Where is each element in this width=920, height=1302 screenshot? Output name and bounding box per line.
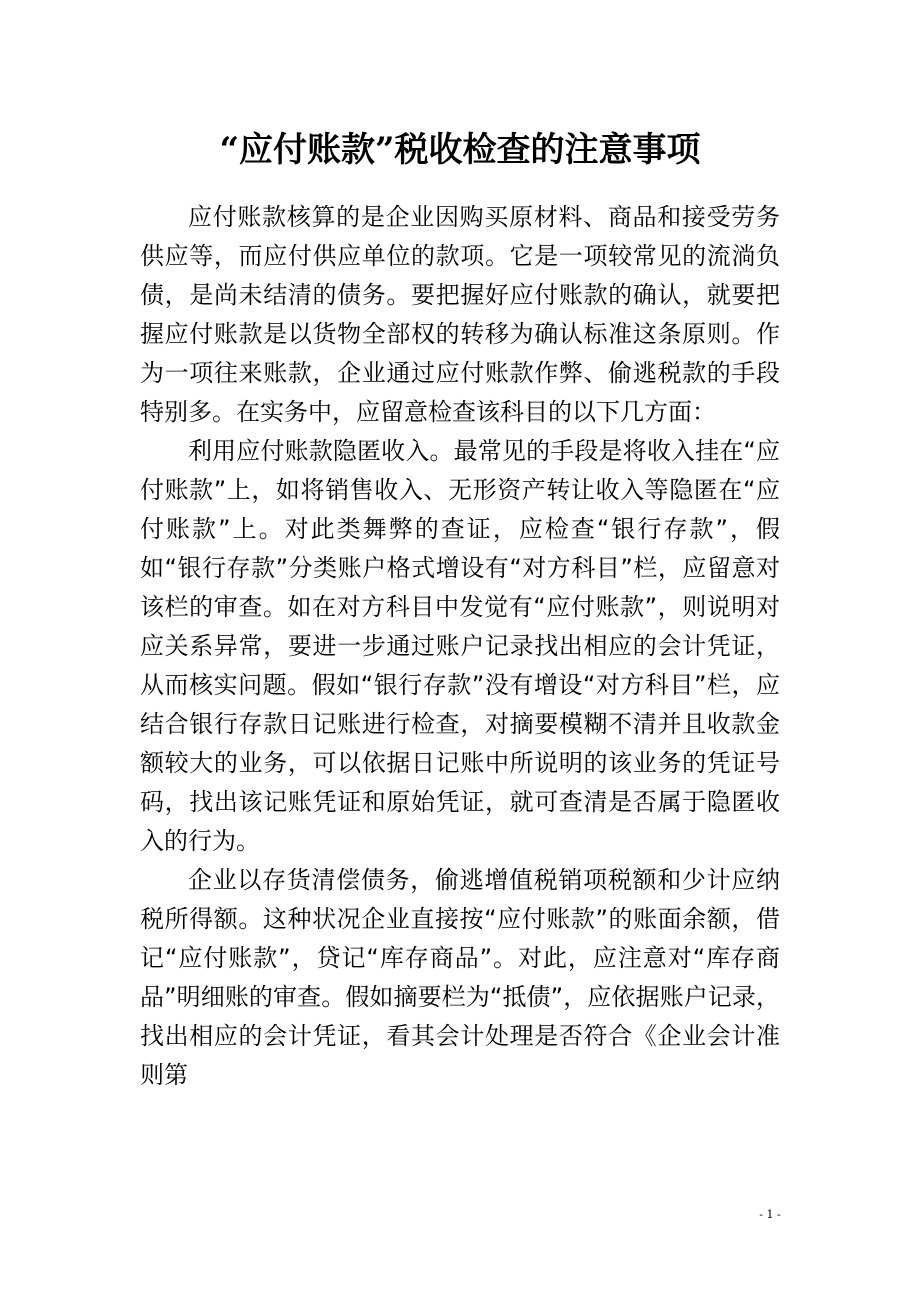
page-number: - 1 - — [759, 1208, 781, 1221]
paragraph-inventory-debt: 企业以存货清偿债务，偷逃增值税销项税额和少计应纳税所得额。这种状况企业直接按“应付账款”的账面余额，借记“应付账款”，贷记“库存商品”。对此，应注意对“库存商品”明细账的审查。假如摘要栏为“抵债”，应依据账户记录，找出相应的会计凭证，看其会计处理是否符合《企业会计准则第 — [140, 866, 780, 1089]
paragraph-intro: 应付账款核算的是企业因购买原材料、商品和接受劳务供应等，而应付供应单位的款项。它是一项较常见的流淌负债，是尚未结清的债务。要把握好应付账款的确认，就要把握应付账款是以货物全部权的转移为确认标准这条原则。作为一项往来账款，企业通过应付账款作弊、偷逃税款的手段特别多。在实务中，应留意检查该科目的以下几方面： — [140, 203, 780, 426]
document-body — [140, 198, 780, 1095]
document-title: “应付账款”税收检查的注意事项 — [219, 130, 701, 170]
paragraph-hidden-income: 利用应付账款隐匿收入。最常见的手段是将收入挂在“应付账款”上，如将销售收入、无形资产转让收入等隐匿在“应付账款”上。对此类舞弊的查证，应检查“银行存款”，假如“银行存款”分类账户格式增设有“对方科目”栏，应留意对该栏的审查。如在对方科目中发觉有“应付账款”，则说明对应关系异常，要进一步通过账户记录找出相应的会计凭证，从而核实问题。假如“银行存款”没有增设“对方科目”栏，应结合银行存款日记账进行检查，对摘要模糊不清并且收款金额较大的业务，可以依据日记账中所说明的该业务的凭证号码，找出该记账凭证和原始凭证，就可查清是否属于隐匿收入的行为。 — [140, 437, 780, 855]
